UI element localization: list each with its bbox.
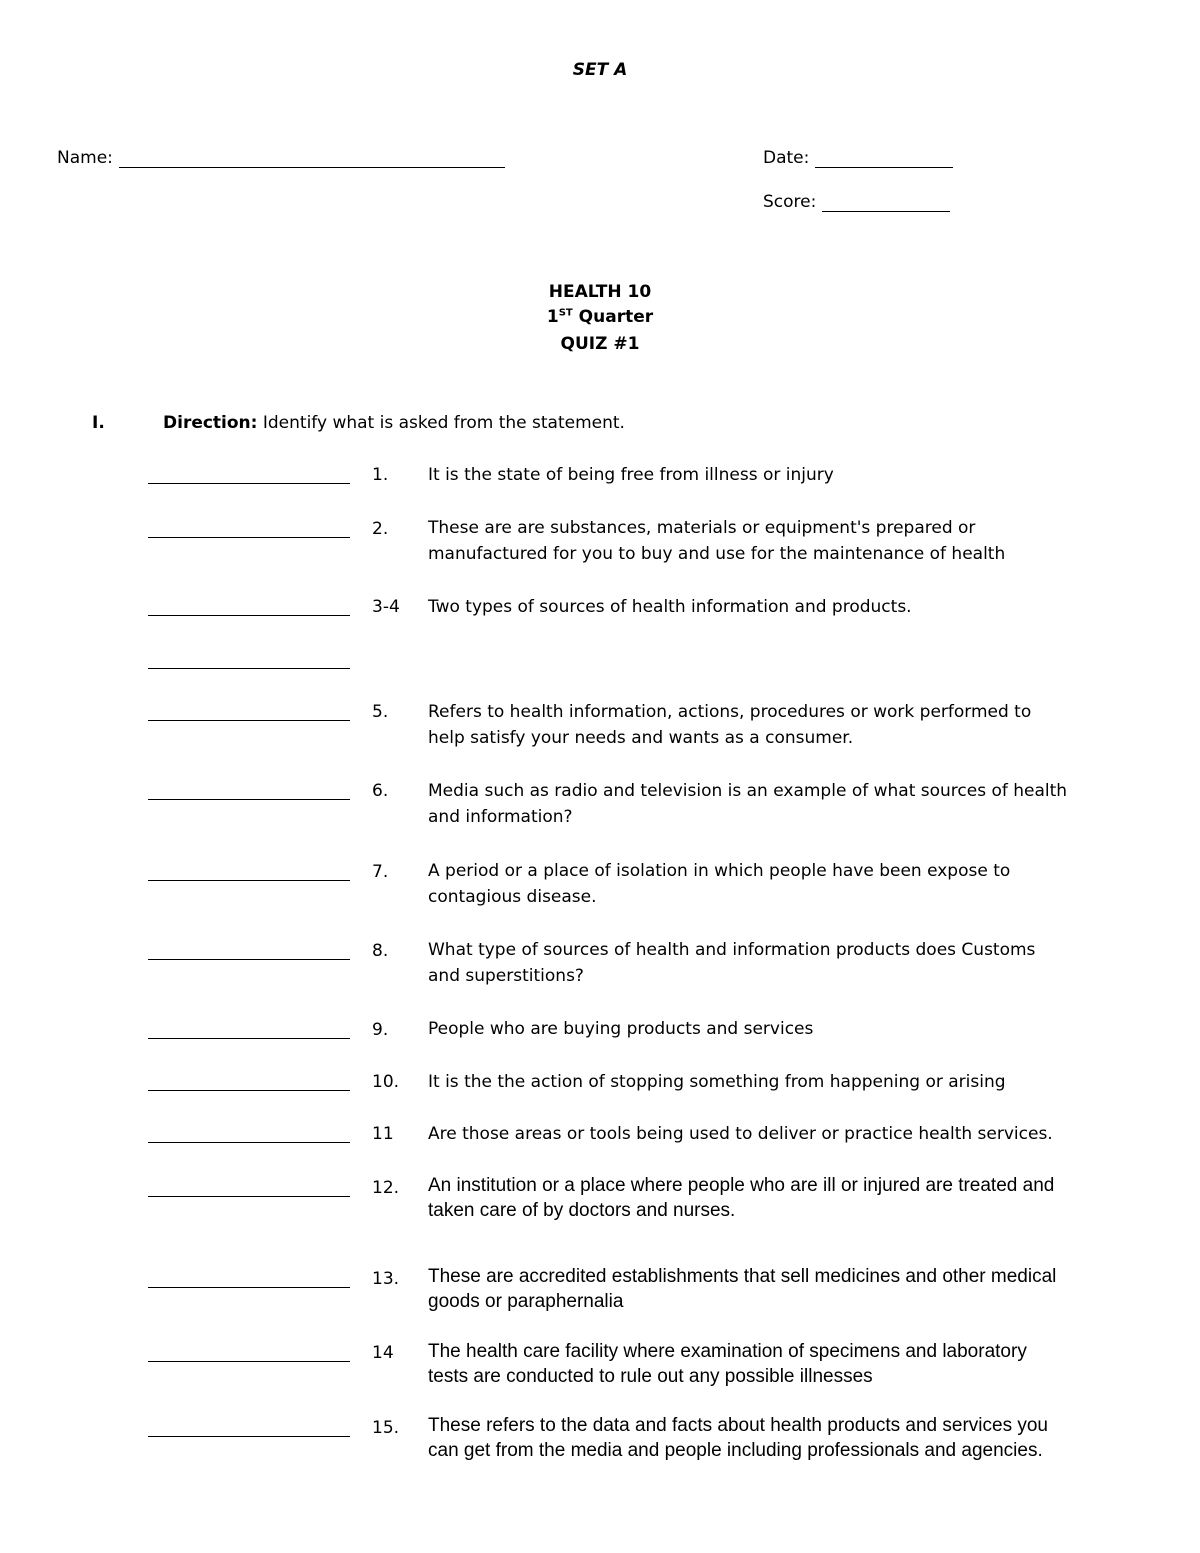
question-text: Refers to health information, actions, procedures or work performed to help satisfy your needs and wants as a consumer. <box>428 702 1032 748</box>
quarter-number: 1 <box>546 307 559 327</box>
question-text: People who are buying products and services <box>428 1019 814 1039</box>
question-number: 12. <box>372 1178 400 1198</box>
question-text: An institution or a place where people who are ill or injured are treated and taken care of by doctors and nurses. <box>428 1175 1055 1221</box>
score-blank[interactable] <box>822 193 950 212</box>
answer-blank[interactable] <box>148 1142 350 1143</box>
direction-text: Identify what is asked from the statement. <box>257 413 625 433</box>
question-text: Media such as radio and television is an example of what sources of health and information? <box>428 781 1068 827</box>
question-number: 3-4 <box>372 597 400 617</box>
quarter-title <box>0 307 1200 327</box>
question-text: It is the the action of stopping something from happening or arising <box>428 1072 1006 1092</box>
question-number: 15. <box>372 1418 400 1438</box>
question-number: 14 <box>372 1343 394 1363</box>
name-field[interactable] <box>57 148 505 168</box>
question-number: 2. <box>372 519 389 539</box>
question-text: What type of sources of health and information products does Customs and superstitions? <box>428 940 1036 986</box>
answer-blank[interactable] <box>148 880 350 881</box>
question-text: These refers to the data and facts about health products and services you can get from the media and people including professionals and agencies. <box>428 1415 1048 1461</box>
question-text: Two types of sources of health information and products. <box>428 597 912 617</box>
question-number: 11 <box>372 1124 394 1144</box>
direction-label: Direction: <box>163 413 258 433</box>
question-text: The health care facility where examination of specimens and laboratory tests are conducted to rule out any possible illnesses <box>428 1341 1027 1387</box>
question-number: 8. <box>372 941 389 961</box>
question-text: A period or a place of isolation in which people have been expose to contagious disease. <box>428 861 1011 907</box>
answer-blank[interactable] <box>148 720 350 721</box>
answer-blank[interactable] <box>148 1038 350 1039</box>
answer-blank[interactable] <box>148 483 350 484</box>
name-label: Name: <box>57 148 113 168</box>
question-text: It is the state of being free from illness or injury <box>428 465 834 485</box>
quarter-word: Quarter <box>572 307 654 327</box>
name-blank[interactable] <box>119 149 505 168</box>
answer-blank[interactable] <box>148 1196 350 1197</box>
quarter-suffix: ST <box>558 307 573 319</box>
answer-blank[interactable] <box>148 1361 350 1362</box>
score-field[interactable] <box>763 192 950 212</box>
date-label: Date: <box>763 148 810 168</box>
question-number: 13. <box>372 1269 400 1289</box>
date-field[interactable] <box>763 148 953 168</box>
date-blank[interactable] <box>815 149 953 168</box>
question-number: 6. <box>372 781 389 801</box>
answer-blank[interactable] <box>148 1287 350 1288</box>
answer-blank[interactable] <box>148 799 350 800</box>
answer-blank[interactable] <box>148 1436 350 1437</box>
direction <box>163 413 625 433</box>
answer-blank[interactable] <box>148 1090 350 1091</box>
answer-blank[interactable] <box>148 537 350 538</box>
score-label: Score: <box>763 192 817 212</box>
section-number: I. <box>92 413 105 433</box>
question-number: 9. <box>372 1020 389 1040</box>
question-number: 10. <box>372 1072 400 1092</box>
answer-blank[interactable] <box>148 959 350 960</box>
answer-blank[interactable] <box>148 668 350 669</box>
question-text: These are are substances, materials or equipment's prepared or manufactured for you to buy and use for the maintenance of health <box>428 518 1006 564</box>
answer-blank[interactable] <box>148 615 350 616</box>
question-number: 1. <box>372 465 389 485</box>
question-number: 5. <box>372 702 389 722</box>
question-number: 7. <box>372 862 389 882</box>
question-text: These are accredited establishments that sell medicines and other medical goods or paraphernalia <box>428 1266 1057 1312</box>
quiz-title: QUIZ #1 <box>560 334 640 354</box>
question-text: Are those areas or tools being used to deliver or practice health services. <box>428 1124 1053 1144</box>
set-label: SET A <box>572 60 628 80</box>
subject-title: HEALTH 10 <box>548 282 652 302</box>
